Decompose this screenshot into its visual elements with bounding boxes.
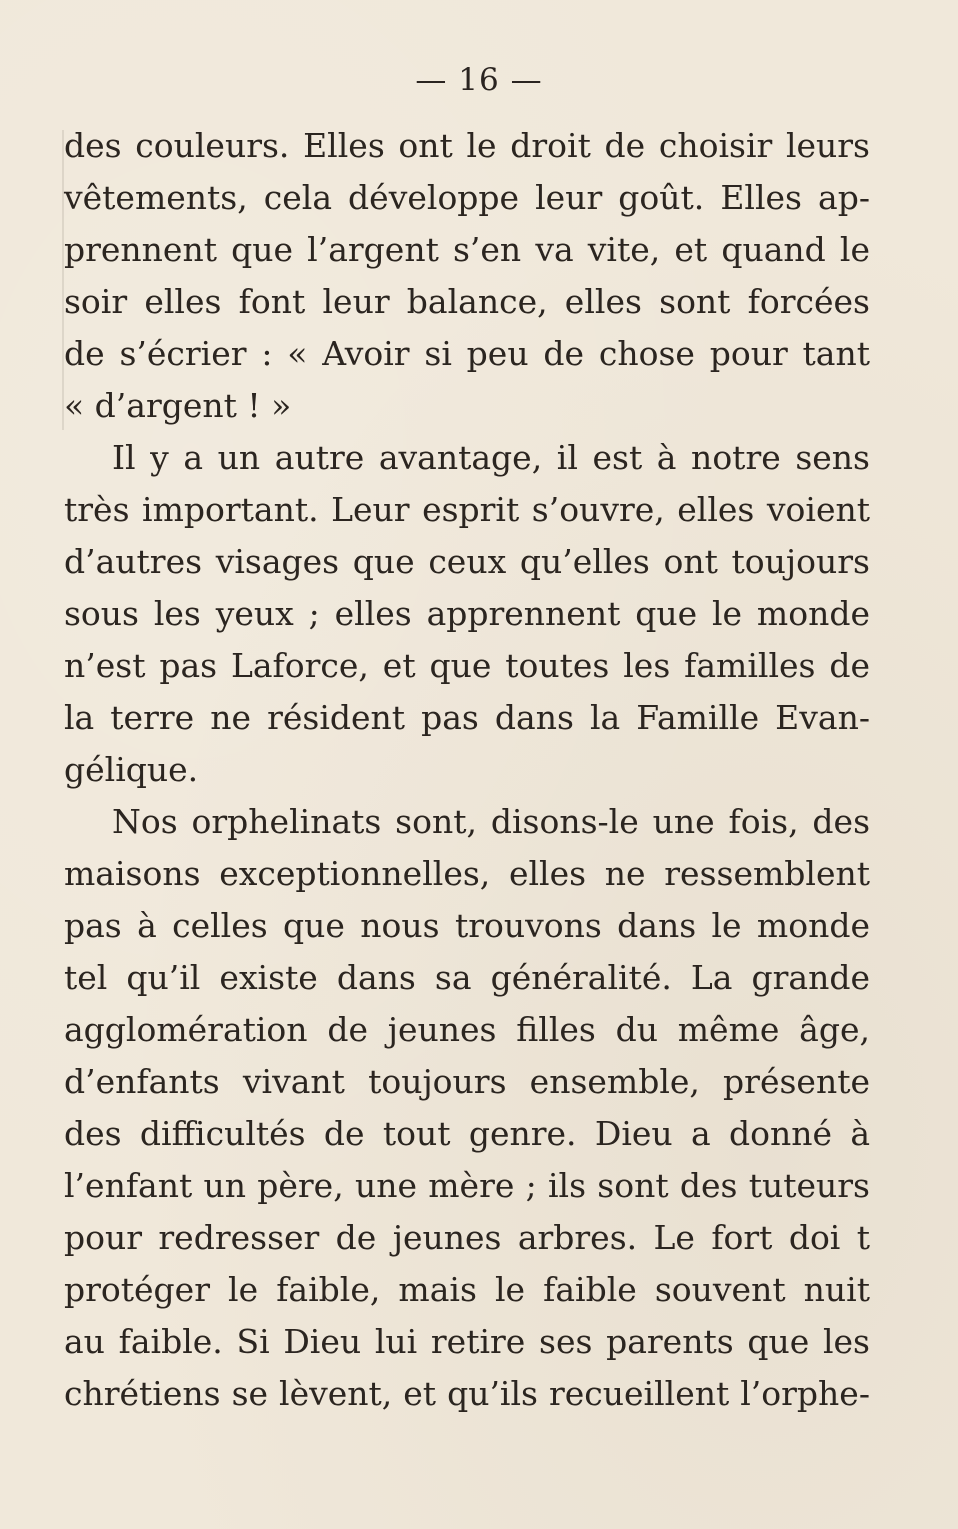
text-line: la terre ne résident pas dans la Famille Evan-: [64, 698, 870, 737]
text-line: d’enfants vivant toujours ensemble, présente: [64, 1062, 870, 1101]
text-line: n’est pas Laforce, et que toutes les familles de: [64, 646, 870, 685]
text-line: pas à celles que nous trouvons dans le monde: [64, 906, 870, 945]
text-line: vêtements, cela développe leur goût. Elles ap-: [64, 178, 870, 217]
text-line: pour redresser de jeunes arbres. Le fort doi t: [64, 1218, 870, 1257]
text-line: prennent que l’argent s’en va vite, et quand le: [64, 230, 870, 269]
text-line: chrétiens se lèvent, et qu’ils recueillent l’orphe-: [64, 1374, 870, 1413]
page-number: — 16 —: [415, 62, 543, 98]
text-line: Il y a un autre avantage, il est à notre sens: [112, 438, 870, 477]
text-line: agglomération de jeunes filles du même âge,: [64, 1010, 870, 1049]
text-line: « d’argent ! »: [64, 386, 292, 425]
text-line: protéger le faible, mais le faible souvent nuit: [64, 1270, 870, 1309]
text-line: de s’écrier : « Avoir si peu de chose pour tant: [64, 334, 870, 373]
text-line: soir elles font leur balance, elles sont forcées: [64, 282, 870, 321]
body-text: [64, 120, 870, 1420]
text-line: d’autres visages que ceux qu’elles ont toujours: [64, 542, 870, 581]
text-line: maisons exceptionnelles, elles ne ressemblent: [64, 854, 870, 893]
text-line: très important. Leur esprit s’ouvre, elles voient: [64, 490, 870, 529]
text-line: l’enfant un père, une mère ; ils sont des tuteurs: [64, 1166, 870, 1205]
text-line: des couleurs. Elles ont le droit de choisir leurs: [64, 126, 870, 165]
text-line: sous les yeux ; elles apprennent que le monde: [64, 594, 870, 633]
text-line: tel qu’il existe dans sa généralité. La grande: [64, 958, 870, 997]
text-line: gélique.: [64, 750, 199, 789]
text-line: Nos orphelinats sont, disons-le une fois, des: [112, 802, 870, 841]
text-line: au faible. Si Dieu lui retire ses parents que les: [64, 1322, 870, 1361]
text-line: des difficultés de tout genre. Dieu a donné à: [64, 1114, 870, 1153]
